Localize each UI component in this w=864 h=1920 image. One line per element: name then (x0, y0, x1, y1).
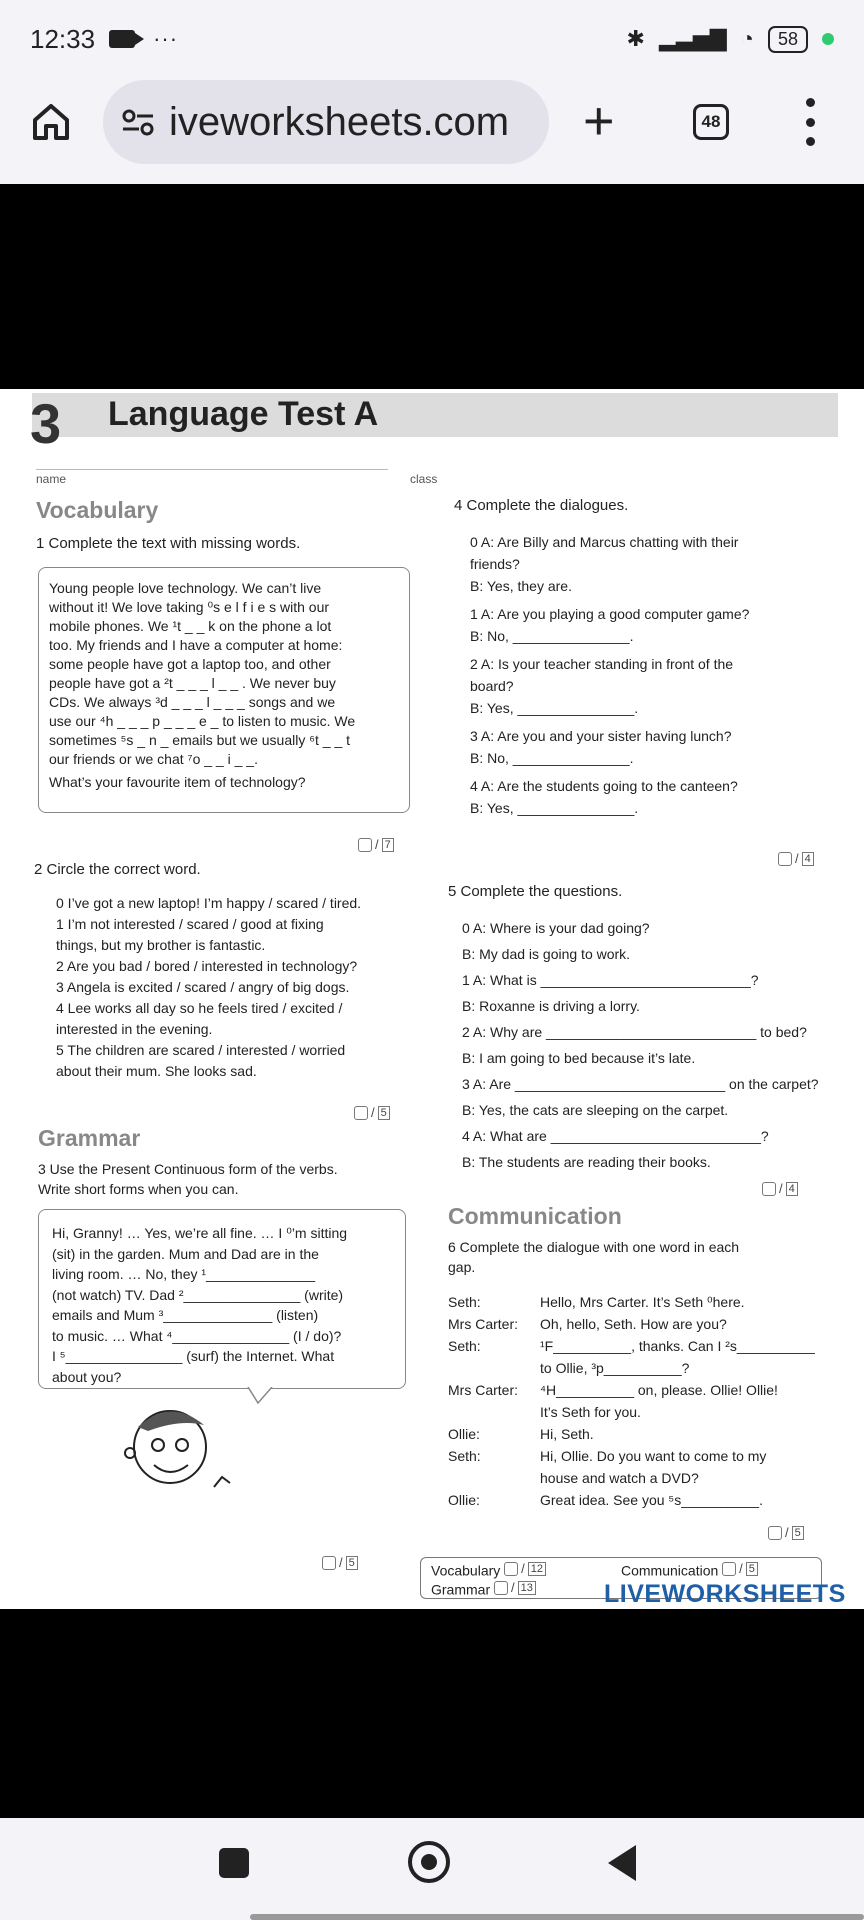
dialogue-line: Hello, Mrs Carter. It’s Seth ⁰here. (540, 1294, 745, 1310)
address-bar[interactable] (103, 80, 549, 164)
cartoon-boy-illustration (108, 1389, 238, 1499)
dialogue-line: It’s Seth for you. (540, 1404, 641, 1420)
ex4-line: B: No, _______________. (470, 750, 634, 766)
speaker: Mrs Carter: (448, 1382, 518, 1398)
ex4-dialogues (470, 531, 850, 819)
score-box[interactable] (504, 1562, 518, 1576)
ex4-line: 3 A: Are you and your sister having lunch? (470, 728, 732, 744)
dialogue-row (448, 1401, 848, 1423)
ex1-text (49, 579, 409, 792)
ex4-line: 2 A: Is your teacher standing in front of the (470, 656, 734, 672)
top-black-area (0, 184, 864, 389)
dialogue-line: house and watch a DVD? (540, 1470, 699, 1486)
more-notifications-icon: ··· (153, 26, 179, 51)
ex4-line: 0 A: Are Billy and Marcus chatting with their (470, 534, 739, 550)
dialogue-row (448, 1489, 848, 1511)
ex4-line: B: Yes, _______________. (470, 700, 639, 716)
gesture-handle[interactable] (250, 1914, 864, 1920)
ex3-line: (not watch) TV. Dad ²_______________ (write) (52, 1286, 344, 1303)
privacy-indicator (822, 33, 834, 45)
dialogue-row (448, 1335, 848, 1357)
browser-toolbar (0, 78, 864, 184)
score-total: 5 (346, 1556, 358, 1570)
speaker: Mrs Carter: (448, 1316, 518, 1332)
ex2-item: interested in the evening. (56, 1021, 213, 1037)
summary-vocabulary: Vocabulary / 12 (431, 1561, 546, 1579)
ex1-line: sometimes ⁵s _ n _ emails but we usually ⁶t _ _ t (49, 732, 351, 748)
system-navigation-bar (0, 1818, 864, 1920)
new-tab-button[interactable]: + (583, 91, 615, 151)
speaker: Ollie: (448, 1492, 480, 1508)
communication-heading: Communication (448, 1203, 622, 1229)
ex4-line: friends? (470, 556, 520, 572)
dialogue-line: Hi, Ollie. Do you want to come to my (540, 1448, 767, 1464)
signal-icon: ▂▃▅▇ (658, 26, 727, 51)
tab-switcher-button[interactable]: 48 (693, 104, 729, 140)
test-banner (30, 392, 838, 455)
score-total: 4 (786, 1182, 798, 1196)
summary-label: Grammar (431, 1581, 491, 1598)
ex2-heading: 2 Circle the correct word. (34, 861, 201, 878)
speaker: Seth: (448, 1338, 481, 1354)
ex3-heading-2: Write short forms when you can. (38, 1181, 239, 1197)
ex2-items (56, 893, 416, 1082)
ex1-line: mobile phones. We ¹t _ _ k on the phone a lot (49, 618, 332, 634)
ex5-line: B: My dad is going to work. (462, 946, 631, 962)
ex2-item: about their mum. She looks sad. (56, 1063, 257, 1079)
ex1-line: some people have got a laptop too, and other (49, 656, 331, 672)
video-camera-icon (109, 30, 135, 48)
ex3-text (52, 1223, 402, 1387)
ex1-line: What’s your favourite item of technology? (49, 774, 306, 790)
dialogue-line: to Ollie, ³p__________? (540, 1360, 690, 1376)
ex1-line: our friends or we chat ⁷o _ _ i _ _. (49, 751, 258, 767)
ex3-line: (sit) in the garden. Mum and Dad are in the (52, 1245, 319, 1262)
score-total: 5 (378, 1106, 390, 1120)
ex2-item: 4 Lee works all day so he feels tired / excited / (56, 1000, 343, 1016)
recents-button[interactable] (219, 1848, 249, 1878)
ex4-line: 1 A: Are you playing a good computer game? (470, 606, 750, 622)
site-settings-icon[interactable] (121, 107, 155, 137)
worksheet-image (0, 389, 864, 1609)
dialogue-row (448, 1313, 848, 1335)
ex5-line: 2 A: Why are ___________________________ to bed? (462, 1024, 807, 1040)
ex2-item: 3 Angela is excited / scared / angry of big dogs. (56, 979, 350, 995)
dialogue-line: Oh, hello, Seth. How are you? (540, 1316, 727, 1332)
dialogue-line: ¹F__________, thanks. Can I ²s__________ (540, 1338, 815, 1354)
ex5-line: 3 A: Are ___________________________ on the carpet? (462, 1076, 819, 1092)
ex4-line: B: No, _______________. (470, 628, 634, 644)
ex5-line: B: Roxanne is driving a lorry. (462, 998, 640, 1014)
ex3-line: to music. … What ⁴_______________ (I / do)? (52, 1327, 342, 1344)
dialogue-line: ⁴H__________ on, please. Ollie! Ollie! (540, 1382, 778, 1398)
score-box[interactable] (762, 1182, 776, 1196)
ex1-line: CDs. We always ³d _ _ _ l _ _ _ songs and we (49, 694, 336, 710)
dialogue-row (448, 1291, 848, 1313)
ex3-line: emails and Mum ³______________ (listen) (52, 1307, 319, 1323)
url-text[interactable]: iveworksheets.com (169, 99, 510, 144)
score-box[interactable] (722, 1562, 736, 1576)
ex3-line: living room. … No, they ¹______________ (52, 1266, 316, 1282)
ex2-item: 2 Are you bad / bored / interested in technology? (56, 958, 358, 974)
ex5-heading: 5 Complete the questions. (448, 883, 623, 900)
ex1-line: Young people love technology. We can’t live (49, 580, 322, 596)
home-icon[interactable] (30, 100, 72, 142)
ex1-line: use our ⁴h _ _ _ p _ _ _ e _ to listen to music. We (49, 713, 356, 729)
speech-bubble-tail (246, 1387, 276, 1405)
battery-indicator: 58 (768, 26, 808, 53)
ex6-dialogue (448, 1291, 848, 1511)
dialogue-line: Great idea. See you ⁵s__________. (540, 1492, 763, 1508)
dialogue-row (448, 1467, 848, 1489)
ex5-line: 1 A: What is ___________________________? (462, 972, 759, 988)
dialogue-row (448, 1445, 848, 1467)
summary-communication: Communication / 5 (621, 1561, 758, 1579)
clock: 12:33 (30, 23, 96, 54)
summary-grammar: Grammar / 13 (431, 1580, 536, 1598)
ex3-line: Hi, Granny! … Yes, we’re all fine. … I ⁰’m sitting (52, 1225, 348, 1241)
ex4-line: B: Yes, they are. (470, 578, 572, 594)
ex5-score: / 4 (762, 1181, 798, 1196)
score-total: 13 (518, 1581, 536, 1595)
unit-number: 3 (30, 392, 62, 455)
dialogue-row (448, 1379, 848, 1401)
ex4-line: B: Yes, _______________. (470, 800, 639, 816)
ex2-score: / 5 (354, 1105, 390, 1120)
ex1-heading: 1 Complete the text with missing words. (36, 535, 301, 552)
ex3-line: about you? (52, 1368, 122, 1385)
ex6-score: / 5 (768, 1525, 804, 1540)
speaker: Ollie: (448, 1426, 480, 1442)
home-nav-button[interactable] (408, 1841, 450, 1883)
ex4-line: 4 A: Are the students going to the canteen? (470, 778, 738, 794)
ex4-line: board? (470, 678, 514, 694)
summary-label: Communication (621, 1562, 719, 1579)
score-box[interactable] (354, 1106, 368, 1120)
score-total: 5 (792, 1526, 804, 1540)
ex5-line: B: The students are reading their books. (462, 1154, 711, 1170)
score-total: 5 (746, 1562, 758, 1576)
ex1-line: people have got a ²t _ _ _ l _ _ . We never buy (49, 675, 336, 691)
score-total: 7 (382, 838, 394, 852)
ex2-item: 1 I’m not interested / scared / good at fixing (56, 916, 324, 932)
ex1-line: without it! We love taking ⁰s e l f i e s with our (49, 599, 330, 615)
test-title: Language Test A (108, 395, 379, 433)
ex3-line: I ⁵_______________ (surf) the Internet. What (52, 1348, 335, 1364)
score-total: 4 (802, 852, 814, 866)
name-label: name (36, 472, 67, 486)
score-box[interactable] (768, 1526, 782, 1540)
speaker: Seth: (448, 1448, 481, 1464)
score-box[interactable] (322, 1556, 336, 1570)
bluetooth-icon: ✱ (626, 26, 645, 51)
score-total: 12 (528, 1562, 546, 1576)
ex2-item: 0 I’ve got a new laptop! I’m happy / scared / tired. (56, 895, 362, 911)
score-box[interactable] (358, 838, 372, 852)
vocabulary-heading: Vocabulary (36, 497, 159, 523)
ex5-line: B: I am going to bed because it’s late. (462, 1050, 696, 1066)
ex6-heading: 6 Complete the dialogue with one word in each (448, 1239, 740, 1255)
ex5-line: 4 A: What are ___________________________? (462, 1128, 769, 1144)
ex4-heading: 4 Complete the dialogues. (454, 497, 629, 514)
status-bar (0, 0, 864, 78)
name-line (36, 469, 388, 470)
ex1-line: too. My friends and I have a computer at home: (49, 637, 343, 653)
ex1-score: / 7 (358, 837, 394, 852)
summary-label: Vocabulary (431, 1562, 501, 1579)
ex2-item: things, but my brother is fantastic. (56, 937, 266, 953)
dialogue-line: Hi, Seth. (540, 1426, 594, 1442)
ex3-score: / 5 (322, 1555, 358, 1570)
dialogue-row (448, 1423, 848, 1445)
class-label: class (410, 472, 438, 486)
ex5-questions (462, 915, 852, 1175)
browser-menu-button[interactable] (803, 98, 817, 146)
ex5-line: B: Yes, the cats are sleeping on the carpet. (462, 1102, 729, 1118)
bottom-black-area (0, 1609, 864, 1818)
score-box[interactable] (778, 852, 792, 866)
ex3-heading: 3 Use the Present Continuous form of the verbs. (38, 1161, 338, 1177)
ex4-score: / 4 (778, 851, 814, 866)
grammar-heading: Grammar (38, 1125, 141, 1151)
ex2-item: 5 The children are scared / interested / worried (56, 1042, 346, 1058)
liveworksheets-logo[interactable]: LIVEWORKSHEETS (604, 1580, 846, 1608)
dialogue-row (448, 1357, 848, 1379)
speaker: Seth: (448, 1294, 481, 1310)
ex6-heading-2: gap. (448, 1259, 476, 1275)
wifi-icon: ◔ (740, 26, 754, 51)
back-button[interactable] (608, 1845, 636, 1881)
ex5-line: 0 A: Where is your dad going? (462, 920, 650, 936)
score-box[interactable] (494, 1581, 508, 1595)
